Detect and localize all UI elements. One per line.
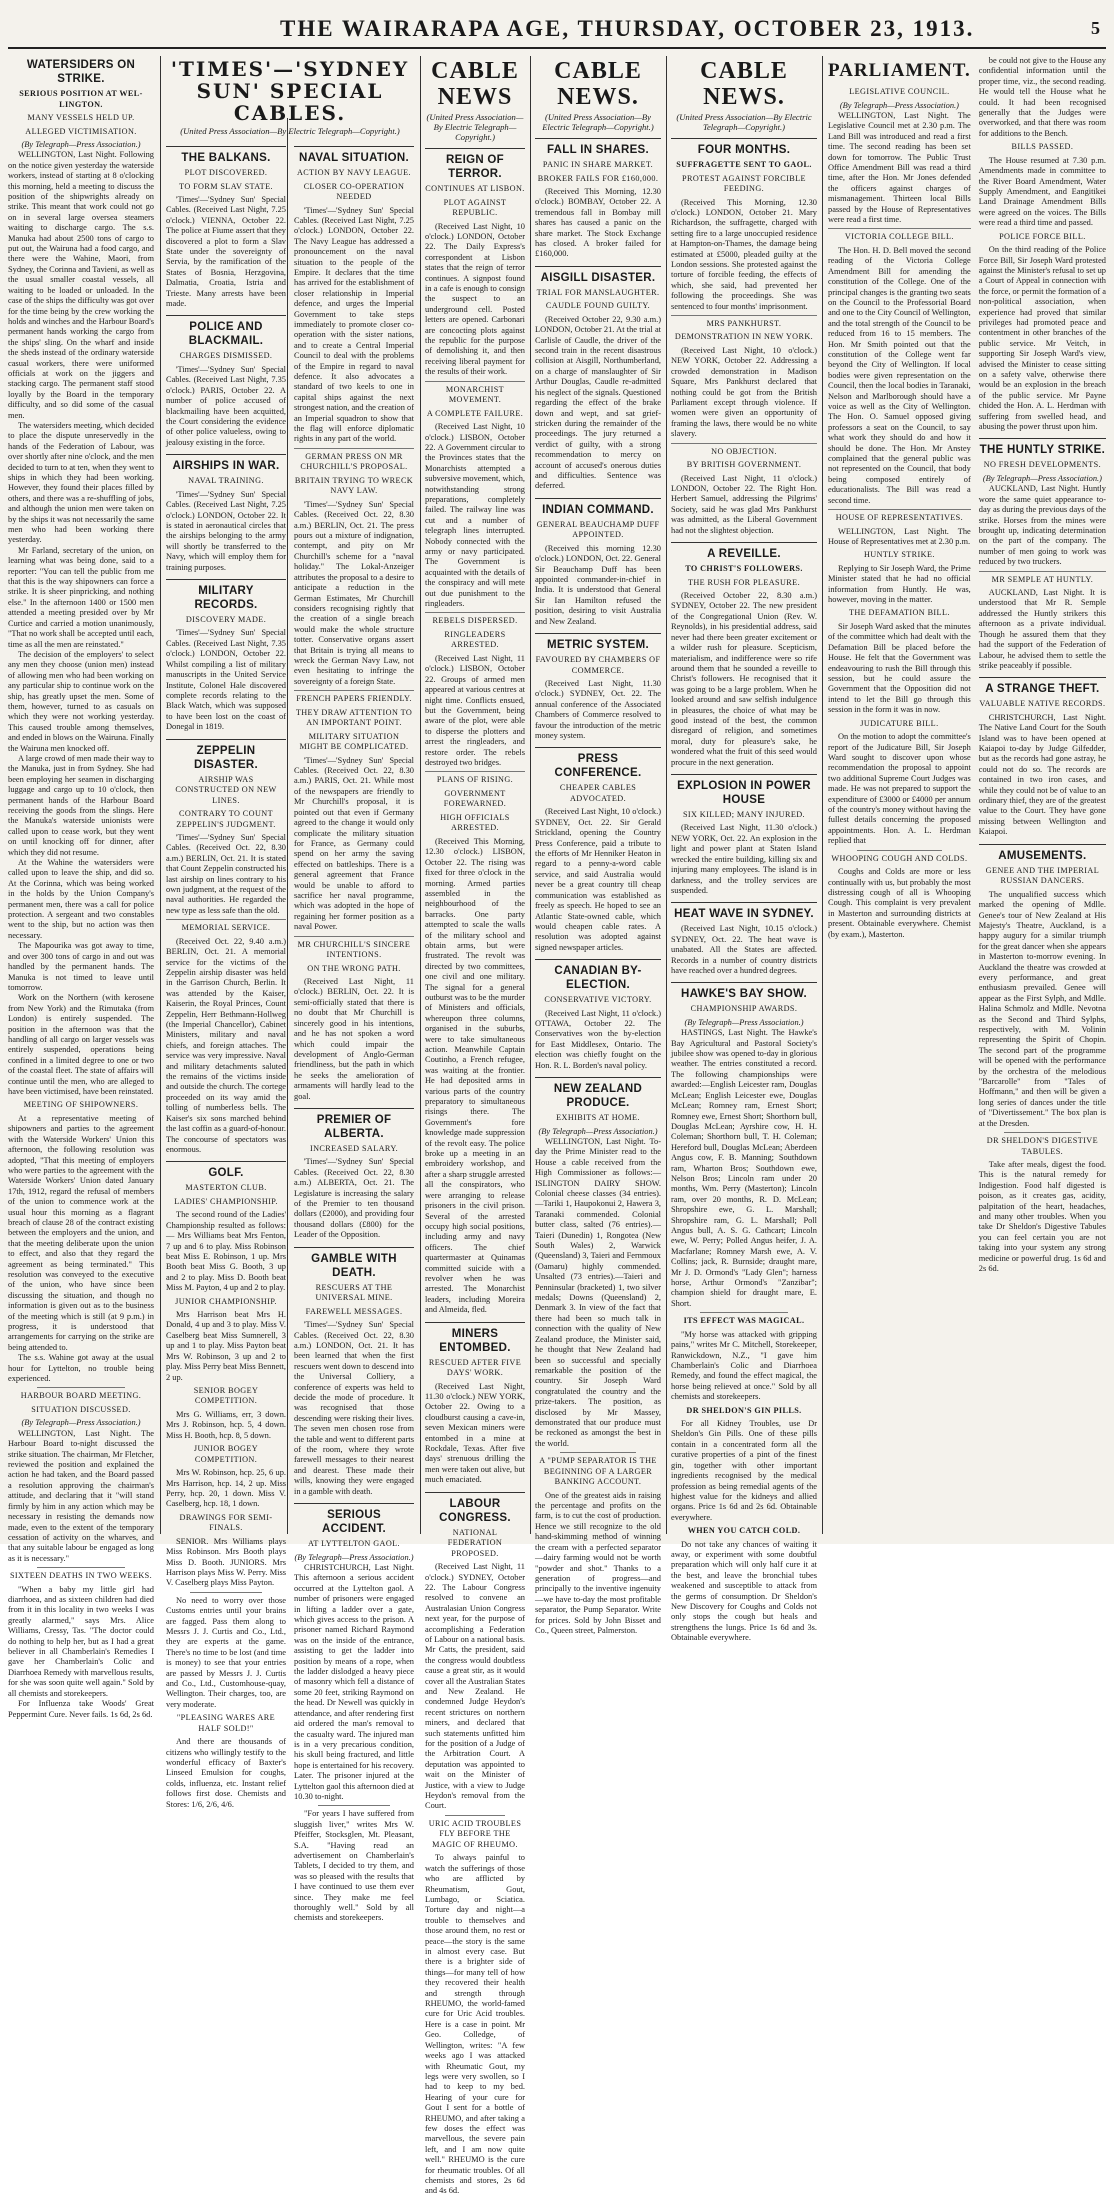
subhead: GENERAL BEAUCHAMP DUFF APPOINTED. <box>536 519 660 540</box>
divider <box>560 1452 636 1453</box>
subhead: INCREASED SALARY. <box>309 1143 399 1153</box>
subhead: BRITAIN TRYING TO WRECK NAVY LAW. <box>294 475 414 496</box>
subhead: HOUSE OF REPRESENTATIVES. <box>828 509 971 524</box>
article-paragraph: (Received This Morning, 12.30 o'clock.) LISBON, October 22. The rising was fixed for three o'clock in the morning. Armed parties assembled in the neighbourhood of the barracks. One party attempted to scale the walls of the military school and obtain arms, but were frustrated. The revolt was directed by two committees, one civil and one military. The signal for a general outburst was to be the murder of Ministers and officials, whereupon three columns, organised in the suburbs, were to take simultaneous action. Meanwhile Captain Coutinho, a French refugee, was waiting at the frontier. He had deposited arms in various parts of the country preparatory to simultaneous risings there. The Government's fore knowledge made suppression of the revolt easy. The police broke up a meeting in an embroidery workshop, and after a sharp struggle arrested all the conspirators, who were arranging to release prisoners in the civil prison. Several of the arrested occupy high social positions, including army and navy officers. The chief quartermaster at Quinamas committed suicide with a revolver when he was arrested. The Monarchist leaders, including Moreira and Almeida, fled. <box>425 836 525 1315</box>
subhead: SITUATION DISCUSSED. <box>31 1404 131 1414</box>
subhead: TO FORM SLAV STATE. <box>179 181 273 191</box>
article-paragraph: (Received Last Night, 11.30 o'clock.) NEW YORK, October 22. Owing to a cloudburst causing a cave-in, seven Mexican miners were entombed in a mine at Rockdale, Texas. After five days' strenuous drilling the men were taken out alive, but much emaciated. <box>425 1381 525 1485</box>
article-paragraph: HASTINGS, Last Night. The Hawke's Bay Agricultural and Pastoral Society's jubilee show was opened to-day in glorious weather. The entries constituted a record. The following championships were awarded:—English Leicester ram, Douglas McLean; English Leicester ewe, Douglas McLean; Romney ram, Ernest Short; Romney ewe, Ernest Short; Shorthorn bull, Douglas McLean; Ayrshire cow, H. H. Coleman; Shorthorn bull, T. H. Coleman; Hereford bull, Douglas McLean; Aberdeen Angus cow, F. B. Manning; Southdown ram, Wharton Bros; Southdown ewe, Nelson Bros; Lincoln ram under 20 months, Wm. Perry (Masterton); Lincoln ram, over 20 months, R. D. McLean; Shropshire ewe, G. L. Marshall; Shropshire ram, G. L. Marshall; Poll Angus bull, A. S. G. Cathcart; Lincoln ewe, W. Perry; Polled Angus heifer, J. A. Macfarlane; Romney Marsh ewe, A. V. Collins; jack, R. Burnside; draught mare, Mr J. D. Ormond's "Lady Glen"; harness horse, Arthur Ormond's "Zanzibar"; champion shield for draught mare, E. Short. <box>671 1028 817 1308</box>
article-paragraph: (Received Last Night, 10 o'clock.) NEW YORK, October 22. Addressing a crowded demonstration in Madison Square, Mrs Pankhurst declared that nothing could be got from the British Parliament except through violence. If women were given an opportunity of framing the laws, there would be no white slavery. <box>671 345 817 439</box>
subhead: THE RUSH FOR PLEASURE. <box>687 577 801 587</box>
article-paragraph: be could not give to the House any confidential information until the proper time, viz., the second reading. He would tell the House what he could. It had been recognised generally that the Judges were overworked, and that there was room for additions to the Bench. <box>978 56 1106 138</box>
headline-watersiders-strike: WATERSIDERS ON STRIKE. <box>26 59 136 85</box>
article-paragraph: The decision of the employers' to select any men they choose (union men) instead of allowing men who had been working on any particular ship to continue work on the ship, has greatly upset the men. Some of them, however, turned to as casuals on which they were not working yesterday. This caused trouble among themselves, and ended in blows on the Wairuna. Finally the Wairuna men knocked off. <box>8 649 154 753</box>
subhead: FAREWELL MESSAGES. <box>305 1306 403 1316</box>
subhead: RESCUERS AT THE UNIVERSAL MINE. <box>315 1282 393 1303</box>
subhead: FRENCH PAPERS FRIENDLY. <box>294 690 414 705</box>
section-title-cable-news: CABLE NEWS. <box>700 58 788 110</box>
advert-text: "For years I have suffered from sluggish liver," writes Mrs W. Pfeiffer, Stocksglen, Mt. Pleasant, S.A. "Having read an advertisement on Chamberlain's Tablets, I decided to try them, and was so pleased with the results that I have continued to use them ever since. They make me feel thoroughly well." Sold by all chemists and storekeepers. <box>294 1809 414 1923</box>
advert-text: For Influenza take Woods' Great Peppermint Cure. Never fails. 1s 6d, 2s 6d. <box>8 1699 154 1719</box>
divider <box>37 1567 125 1568</box>
subhead: DRAWINGS FOR SEMI-FINALS. <box>179 1512 273 1533</box>
subhead: MASTERTON CLUB. <box>185 1183 267 1193</box>
credit-line: (By Telegraph—Press Association.) <box>21 1418 141 1428</box>
headline-canadian-by-election: CANADIAN BY-ELECTION. <box>535 959 661 992</box>
subhead: CHEAPER CABLES ADVOCATED. <box>559 783 637 803</box>
article-paragraph: (Received October 22, 9.30 a.m.) LONDON, October 21. At the trial at Carlisle of Caudle, the driver of the second train in the recent disastrous collision at Aisgill, Northumberland, on a charge of manslaughter of Sir Arthur Douglas, Caudle re-admitted his neglect of the signals. Questioned regarding the effect of the brake down and wept, and sat grief-stricken during the remainder of the proceedings. The jury returned a verdict of guilty, with a strong recommendation to mercy on account of accused's onerous duties and difficulties. Sentence was deferred. <box>535 314 661 491</box>
subhead: HIGH OFFICIALS ARRESTED. <box>440 812 510 833</box>
subhead: MRS PANKHURST. <box>671 315 817 330</box>
article-paragraph: Sir Joseph Ward asked that the minutes of the committee which had dealt with the Defamation Bill be placed before the House. He felt that the Government was endeavouring to rush the Bill through this session, but he could assure the Government that the Opposition did not intend to let the Bill go through this session in the form it was in now. <box>828 621 971 715</box>
column-5 <box>671 56 817 1643</box>
article-paragraph: Replying to Sir Joseph Ward, the Prime Minister stated that he had no official information from Huntly. He was, however, moving in the matter. <box>828 563 971 605</box>
article-paragraph: 'Times'—'Sydney Sun' Special Cables. (Received Oct. 22, 8.30 a.m.) BERLIN, Oct. 21. It is stated that Count Zeppelin constructed his last airship on lines contrary to his own judgment, at the request of the naval authorities. He regarded the new type as less safe than the old. <box>166 833 286 915</box>
headline-press-conference: PRESS CONFERENCE. <box>535 747 661 780</box>
article-paragraph: WELLINGTON, Last Night. Following on the notice given yesterday the waterside workers, instead of starting at 8 o'clocking this morning, held a meeting to discuss the position of the shipwrights already on strike. This meant that work could not go on in several large oversea steamers waiting to discharge cargo. The s.s. Manuka had about 2500 tons of cargo to put out, the Wairuna had a food cargo, and there were the Wahine, Maori, from Sydney, the Corinna and Tavieni, as well as the usual smaller coastal vessels, all waiting to be loaded or unloaded. In the case of the ships the difficulty was got over for the time being by the crew working the holds and winches and the Harbour Board's permanent hands working the cargo from the ships' sling. On the wharf and inside the sheds instead of the ordinary waterside casual workers, there were uniformed officials at work on the jiggers and stacking cargo. The permanent staff stood loyally by the Board in the temporary difficulty, and so did some of the casual men. <box>8 150 154 420</box>
headline-zeppelin: ZEPPELIN DISASTER. <box>166 739 286 772</box>
headline-airships: AIRSHIPS IN WAR. <box>166 454 286 473</box>
article-paragraph: Mrs G. Williams, err, 3 down. Mrs J. Robinson, hcp. 5, 4 down. Miss H. Booth, hcp. 8, 5 down. <box>166 1409 286 1440</box>
section-title-special-cables: 'TIMES'—'SYDNEY SUN' SPECIAL CABLES. <box>170 57 410 125</box>
credit-line: (United Press Association—By Electric Telegraph—Copyright.) <box>676 112 812 132</box>
divider <box>190 1592 262 1593</box>
subhead: THEY DRAW ATTENTION TO AN IMPORTANT POINT. <box>295 707 413 728</box>
article-paragraph: (Received This Morning, 12.30 o'clock.) LONDON, October 21. Mary Richardson, the suffragette, charged with setting fire to a large unoccupied residence at Hampton-on-Thames, the damage being estimated at £5000, pleaded guilty at the London sessions. She protested against the torture of forcible feeding, the effects of which, she said, had prevented her following the proceedings. She was sentenced to four months' imprisonment. <box>671 197 817 311</box>
subhead: DISCOVERY MADE. <box>185 614 267 624</box>
divider <box>37 1387 125 1388</box>
subhead: POLICE FORCE BILL. <box>999 231 1086 241</box>
headline-fall-shares: FALL IN SHARES. <box>535 138 661 157</box>
article-paragraph: The watersiders meeting, which decided to place the dispute unreservedly in the hands of the Federation of Labour, was over shortly after nine o'clock, and the men decided to turn to at ten, when they went to ships in which they had been working. However, they found their places filled by others, and there was a re-shuffling of jobs, and although the union men were taken on by the ships it was not necessarily the same men who had been working there yesterday. <box>8 420 154 545</box>
subhead: EXHIBITS AT HOME. <box>556 1113 640 1123</box>
article-paragraph: (Received Last Night, 10 o'clock.) LONDON, October 22. The Daily Express's correspondent at Lisbon states that the reign of terror continues. A signpost found in a cafe is enough to consign the suspect to an underground cell. Posted letters are opened. Carbonari are concocting plots against the republic for the purpose of demolishing it, and then receiving liberal payment for the results of their work. <box>425 221 525 377</box>
subhead: MEETING OF SHIPOWNERS. <box>23 1100 139 1110</box>
headline-reveille: A REVEILLE. <box>671 542 817 561</box>
subhead: SERIOUS POSITION AT WEL-LINGTON. <box>19 89 143 109</box>
article-paragraph: WELLINGTON, Last Night. To-day the Prime Minister read to the House a cable received from the High Commissioner as follows:—ISLINGTON DAIRY SHOW. Colonial cheese classes (34 entries).—Tariki 1, Haupokonui 2, Hawera 3, Taranaki commended. Colonial butter class, salted (76 entries).—Taieri (Dunedin) 1, Rongotea (New South Wales) 2, Warwick (Queensland) 3, Taieri and Fernmoux (Oamaru) highly commended. Unsalted (73 entries).—Taieri and Penninsular (bracketed) 1, two silver medals; Downs (Queensland) 2, Denmark 3. In view of the fact that there had been so much talk in connection with the quality of New Zealand produce, the Minister said, he thought that New Zealand had been so successful and specially remarkable the position of the country. Sir Joseph Ward congratulated the country and the prize-takers. The position, as disclosed by Mr Massey, demonstrated that our produce must be reckoned as amongst the best in the world. <box>535 1136 661 1448</box>
article-paragraph: (Received Last Night, 11 o'clock.) LONDON, October 22. The Right Hon. Herbert Samuel, addressing the Pilgrims' Society, said he was glad Mrs Pankhurst was admitted, as the Liberal Government had not the slightest objection. <box>671 473 817 535</box>
article-paragraph: 'Times'—'Sydney Sun' Special Cables. (Received Oct. 22, 8.30 a.m.) ALBERTA, Oct. 21. The Legislature is increasing the salary of the Premier to ten thousand dollars (£2000), and providing four thousand dollars (£800) for the Leader of the Opposition. <box>294 1157 414 1240</box>
subhead: JUDICATURE BILL. <box>860 718 939 728</box>
column-1 <box>8 56 154 1719</box>
divider <box>445 1815 505 1816</box>
article-paragraph: (Received Last Night, 11.30 o'clock.) NEW YORK, Oct. 22. An explosion in the light and power plant at Staten Island wrecked the entire building, killing six and injuring many employees. The island is in darkness, and the trolley services are suspended. <box>671 823 817 895</box>
article-paragraph: AUCKLAND, Last Night. Huntly wore the same quiet appearance to-day as during the previous days of the strike. Horses from the mines were brought up, indicating determination on the part of the company. The number of men going to work was reduced by two truckers. <box>978 484 1107 567</box>
article-paragraph: (Received Last Night, 11.30 o'clock.) SYDNEY, Oct. 22. The annual conference of the Associated Chambers of Commerce resolved to favour the introduction of the metric money system. <box>535 679 661 741</box>
divider <box>857 850 943 851</box>
advert-heading: DR SHELDON'S GIN PILLS. <box>686 1405 802 1415</box>
column-rule <box>420 56 421 1534</box>
subhead: ACTION BY NAVY LEAGUE. <box>296 168 411 177</box>
advert-heading: ITS EFFECT WAS MAGICAL. <box>683 1316 805 1326</box>
column-rule <box>666 56 667 1534</box>
subhead: RINGLEADERS ARRESTED. <box>444 629 506 650</box>
subhead: ALLEGED VICTIMISATION. <box>25 126 137 136</box>
article-paragraph: (Received This Morning, 12.30 o'clock.) BOMBAY, October 22. A tremendous fall in Bombay mill shares has caused a panic on the share market. The Stock Exchange has closed. A broker failed for £160,000. <box>535 187 661 259</box>
credit-line: (By Telegraph—Press Association.) <box>684 1017 804 1027</box>
article-paragraph: At a representative meeting of shipowners and parties to the agreement with the Waterside Workers' Union this afternoon, the following resolution was adopted, "That this meeting of employers who were parties to the agreement with the Waterside Workers' Union dated January 17th, 1912, regard the refusal of members of the union to commence work at the usual hour this morning as a flagrant breach of clause 28 of the contract existing between the employers and the union, and that the meeting deliberate upon the union to effect, and also that they regard the agreement as being terminated." This resolution was conveyed to the executive of the union, who have since been discussing the situation, and though no information is given out as to the business of the meeting which is still (at 9 p.m.) in progress, it is understood that arrangements for carrying on the strike are being attended to. <box>8 1113 154 1352</box>
subhead: MANY VESSELS HELD UP. <box>27 113 135 122</box>
subhead: LADIES' CHAMPIONSHIP. <box>174 1196 278 1206</box>
subhead: TRIAL FOR MANSLAUGHTER. <box>536 287 660 297</box>
subhead: BILLS PASSED. <box>1011 142 1074 152</box>
subhead: RESCUED AFTER FIVE DAYS' WORK. <box>428 1357 522 1378</box>
article-paragraph: 'Times'—'Sydney Sun' Special Cables. (Received Oct. 22, 8.30 a.m.) PARIS, Oct. 21. While most of the newspapers are friendly to Mr Churchill's proposal, it is pointed out that even if Germany agreed to the change it would only complicate the military situation for France, as Germany could spend on her army the saving effected on battleships. There is a general agreement that France would be unable to afford to sacrifice her naval programme, which was adopted in the hope of regaining her former position as a naval Power. <box>294 755 414 932</box>
advert-text: To always painful to watch the sufferings of those who are afflicted by Rheumatism, Gout, Lumbago, or Sciatica. Torture day and night—a trouble to themselves and those around them, no rest or peace—the story is the same in almost every case. But there is a brighter side of things—for many tell of how they recovered their health and strength through RHEUMO, the world-famed cure for Uric Acid troubles. Here is a case in point. Mr Geo. Colledge, of Wellington, writes: "A few weeks ago I was attacked with Rheumatic Gout, my legs were very swollen, so I had to keep to my bed. Hearing of your cure for Gout I sent for a bottle of RHEUMO, and after taking a few doses the effect was marvellous, the severe pain left, and I am now quite well." RHEUMO is the cure for rheumatic troubles. Of all chemists and stores, 2s 6d and 4s 6d. <box>425 1853 525 2196</box>
article-paragraph: The second round of the Ladies' Championship resulted as follows:— Mrs Williams beat Mrs Fenton, 7 up and 6 to play. Miss Robinson beat Miss E. Robinson, 1 up. Mrs Booth beat Miss G. Booth, 3 up and 2 to play. Miss D. Booth beat Miss M. Payton, 4 up and 2 to play. <box>166 1210 286 1293</box>
subhead: GERMAN PRESS ON MR CHURCHILL'S PROPOSAL. <box>294 448 414 473</box>
subhead: DEMONSTRATION IN NEW YORK. <box>674 332 814 342</box>
subhead: VALUABLE NATIVE RECORDS. <box>979 699 1106 709</box>
subhead: CONSERVATIVE VICTORY. <box>544 995 652 1005</box>
subhead: THE DEFAMATION BILL. <box>848 608 950 618</box>
article-paragraph: 'Times'—'Sydney Sun' Special Cables. (Received Last Night, 7.25 o'clock.) VIENNA, October 22. The police at Fiume assert that they discovered a plot to form a Slav State under the sovereignty of Servia, by the ramification of the States of Bosnia, Herzgovina, Dalmatia, Croatia, Istria and Trieste. Many arrests have been made. <box>166 195 286 309</box>
column-rule <box>822 56 823 1534</box>
divider <box>318 1805 390 1806</box>
credit-line: (United Press Association—By Electric Telegraph—Copyright.) <box>180 126 400 136</box>
masthead-title: THE WAIRARAPA AGE, THURSDAY, OCTOBER 23, 1913. <box>280 16 975 41</box>
headline-balkans: THE BALKANS. <box>166 146 286 165</box>
subhead: CHARGES DISMISSED. <box>179 351 273 361</box>
subhead: AT LYTTELTON GAOL. <box>308 1539 400 1549</box>
article-paragraph: On the motion to adopt the committee's report of the Judicature Bill, Sir Joseph Ward sought to discover upon whose recommendation the proposal to appoint two additional Supreme Court Judges was made. He was not prepared to support the expenditure of £3000 or £4000 per annum of the country's money without having the fullest details concerning the proposed appointments. Hon. A. L. Herdman replied that <box>828 732 971 846</box>
article-paragraph: (Received this morning 12.30 o'clock.) LONDON, Oct. 22. General Sir Beauchamp Duff has been appointed commander-in-chief in India. It is understood that General Sir Ian Hamilton refused the position, desiring to visit Australia and New Zealand. <box>535 543 661 626</box>
sub-column-right <box>294 140 414 1924</box>
article-paragraph: Mrs Harrison beat Mrs H. Donald, 4 up and 3 to play. Miss V. Caselberg beat Miss Sumnerell, 3 up and 1 to play. Miss Payton beat Mrs W. Robinson, 3 up and 2 to play. Miss Perry beat Miss Bennett, 2 up. <box>166 1310 286 1382</box>
advert-heading: A "PUMP SEPARATOR IS THE BEGINNING OF A LARGER BANKING ACCOUNT. <box>539 1456 657 1487</box>
subhead: FAVOURED BY CHAMBERS OF COMMERCE. <box>535 655 661 675</box>
subhead: HUNTLY STRIKE. <box>863 550 935 560</box>
headline-heat-wave: HEAT WAVE IN SYDNEY. <box>671 902 817 921</box>
credit-line: (By Telegraph—Press Association.) <box>839 100 959 110</box>
credit-line: (United Press Association—By Electric Telegraph—Copyright.) <box>426 112 524 142</box>
masthead <box>0 0 1114 50</box>
advert-heading: "PLEASING WARES ARE HALF SOLD!" <box>176 1713 276 1733</box>
advert-text: Take after meals, digest the food. This is the natural remedy for Indigestion. Food half digested is poison, as it creates gas, acidity, palpitation of the heart, headaches, and many other troubles. When you take Dr Sheldon's Digestive Tabules you can feel certain you are not taking into your system any strong medicine or powerful drug. 1s 6d and 2s 6d. <box>978 1160 1106 1274</box>
advert-text: "When a baby my little girl had diarrhoea, and as sixteen children had died from it in this locality in two weeks I was greatly alarmed," says Mrs. Alice Williams, Cressy, Tas. "The doctor could do nothing to help her, but as I had a great believer in all Chamberlain's Remedies I gave her Chamberlain's Colic and Diarrhoea Remedy with marvellous results, for she was soon quite well again." Sold by all chemists and storekeepers. <box>8 1584 154 1698</box>
subhead: NAVAL TRAINING. <box>188 476 264 486</box>
subhead: REBELS DISPERSED. <box>425 612 525 627</box>
subhead: NATIONAL FEDERATION PROPOSED. <box>447 1527 503 1558</box>
article-paragraph: 'Times'—'Sydney Sun' Special Cables. (Received Last Night, 7.25 o'clock.) LONDON, October 22. It is stated in aeronautical circles that the airships belonging to the army will shortly be transferred to the Navy, which will employ them for training purposes. <box>166 489 286 572</box>
advert-heading: WHEN YOU CATCH COLD. <box>687 1526 801 1536</box>
subhead: PLANS OF RISING. <box>425 771 525 786</box>
column-rule <box>160 56 161 1534</box>
subhead: SENIOR BOGEY COMPETITION. <box>193 1385 259 1406</box>
article-paragraph: WELLINGTON, Last Night. The House of Representatives met at 2.30 p.m. <box>828 526 971 546</box>
credit-line: (By Telegraph—Press Association.) <box>21 140 141 149</box>
subhead: PLOT DISCOVERED. <box>184 168 268 177</box>
sub-columns <box>166 140 414 1924</box>
advert-text: No need to worry over those Customs entries until your brains are fagged. Pass them along to Messrs J. J. Curtis and Co., Ltd., they are experts at the game. There's no time to be lost (and time is money) to see that your entries are passed by Messrs J. J. Curtis and Co., Ltd., Customhouse-quay, Wellington. Their charges, too, are very moderate. <box>166 1595 286 1709</box>
sub-column-left <box>166 140 286 1924</box>
subhead: VICTORIA COLLEGE BILL. <box>828 228 971 243</box>
subhead: PANIC IN SHARE MARKET. <box>542 160 654 169</box>
article-paragraph: The Mapourika was got away to time, and over 300 tons of cargo in and out was handled by the permanent hands. The Manuka is not timed to leave until tomorrow. <box>8 941 154 992</box>
article-paragraph: On the third reading of the Police Force Bill, Sir Joseph Ward protested against the Minister's refusal to set up a Court of Appeal in connection with the force, or permit the formation of a non-political association, when experience had proved that similar privileges had promoted peace and contentment in other branches of the public service. Mr Veitch, in supporting Sir Joseph Ward's view, advised the Minister to cease sitting on a safety valve, otherwise there would be an explosion in the breach of the public service. Mr Payne chided the Hon. A. L. Herdman with suffering from swelled head, and abusing the power thrust upon him. <box>978 245 1106 431</box>
column-rule <box>530 56 531 1534</box>
subhead: ON THE WRONG PATH. <box>307 963 401 973</box>
article-paragraph: Work on the Northern (with kerosene from New York) and the Rimutaka (from London) is entirely suspended. The position in the afternoon was that the handling of all cargo on larger vessels was entirely suspended, operations being confined in a limited degree to one or two of the coastal fleet. The state of affairs will continue until the men, who are alleged to have been victimised, have been reinstated. <box>8 993 154 1096</box>
article-paragraph: (Received Last Night, 11 o'clock.) OTTAWA, October 22. The Conservatives won the by-election for East Middlesex, Ontario. The election was chiefly fought on the Hon. R. L. Borden's naval policy. <box>535 1008 661 1070</box>
advert-heading: DR SHELDON'S DIGESTIVE TABULES. <box>986 1136 1099 1156</box>
headline-premier-alberta: PREMIER OF ALBERTA. <box>294 1108 414 1141</box>
headline-indian-command: INDIAN COMMAND. <box>535 498 661 517</box>
headline-hawkes-bay-show: HAWKE'S BAY SHOW. <box>671 982 817 1001</box>
advert-text: For all Kidney Troubles, use Dr Sheldon's Gin Pills. One of these pills contain in a concentrated form all the curative properties of a pint of the finest gin, together with other important ingredients recognised by the medical profession as being remedial agents of the highest value for the kidneys and allied organs. Price 1s 6d and 2s 6d. Obtainable everywhere. <box>671 1419 817 1522</box>
headline-gamble-death: GAMBLE WITH DEATH. <box>294 1247 414 1280</box>
subhead: MEMORIAL SERVICE. <box>166 919 286 934</box>
subhead: PROTEST AGAINST FORCIBLE FEEDING. <box>682 173 806 193</box>
credit-line: (By Telegraph—Press Association.) <box>982 473 1102 483</box>
subhead: PLOT AGAINST REPUBLIC. <box>443 197 507 217</box>
headline-golf: GOLF. <box>166 1161 286 1180</box>
advert-heading: URIC ACID TROUBLES FLY BEFORE THE MAGIC OF RHEUMO. <box>428 1818 522 1849</box>
article-paragraph: SENIOR. Mrs Williams plays Miss Robinson. Mrs Booth plays Miss D. Booth. JUNIORS. Mrs Harrison plays Miss W. Perry. Miss V. Caselberg plays Miss Payton. <box>166 1536 286 1588</box>
article-paragraph: 'Times'—'Sydney Sun' Special Cables. (Received Oct. 22, 8.30 a.m.) LONDON, Oct. 21. It has been learned that when the first rescuers went down to descend into the Universal Colliery, a conference of experts was held to decide the mode of procedure. It was recognised that those descending were risking their lives. The seven men chosen rose from the table and went to different parts of the room, where they wrote farewell messages to their nearest and dearest. These made their wills, knowing they were engaged in a gamble with death. <box>294 1320 414 1496</box>
article-paragraph: The Hon. H. D. Bell moved the second reading of the Victoria College Amendment Bill for amending the constitution of the College. One of the principal changes is the granting two seats on the Council to the Professorial Board and one to the City Council of Wellington, and the total strength of the Council to be reduced from 16 to 15 members. The Hon. Mr Smith pointed out that the constitution of the College went far beyond the City of Wellington. If local bodies were given representation on the Council, then the local bodies in Taranaki, Nelson and Marlborough should have a voice as well as the City of Wellington. The Hon. O. Samuel opposed giving professors a seat on the Council, to say what work they should do and how it should be done. The Hon. Mr Anstey complained that the general public was not represented on the Council, that body being composed entirely of educationalists. The Bill was read a second time. <box>828 245 971 505</box>
subhead: JUNIOR BOGEY COMPETITION. <box>193 1444 259 1464</box>
subhead: GENEE AND THE IMPERIAL RUSSIAN DANCERS. <box>985 865 1100 886</box>
column-6 <box>828 56 1106 1538</box>
subhead: CONTINUES AT LISBON. <box>425 184 525 193</box>
sub-column-right <box>979 56 1106 1275</box>
article-paragraph: The s.s. Wahine got away at the usual hour for Lyttelton, no trouble being experienced. <box>8 1353 154 1384</box>
subhead: CHAMPIONSHIP AWARDS. <box>690 1004 798 1014</box>
subhead: CONTRARY TO COUNT ZEPPELIN'S JUDGMENT. <box>176 809 276 829</box>
headline-serious-accident: SERIOUS ACCIDENT. <box>294 1503 414 1536</box>
article-paragraph: A large crowd of men made their way to the Manuka, just in from Sydney. She had been employing her seamen in discharging luggage and cargo up to 10 o'clock, then permanent hands of the Harbour Board receiving the goods from the slings. Here the Manuka's waterside unionists were called upon to cease work, but they went on until knocking off for dinner, after which they did not resume. <box>8 753 154 857</box>
article-paragraph: (Received October 22, 8.30 a.m.) SYDNEY, October 22. The new president of the Congregational Union (Rev. W. Reynolds), in his presidential address, said never had there been greater excitement or a wilder rush for pleasure. Scepticism, materialism, and indifference were so rife around them that he sounded a reveille to Christ's followers. He recognised that it was going to be a large problem. When he looked around and saw selfish indulgence in pleasures, the choice of what may be good instead of the best, the common disregard of religion, and sometimes moral, duty for pleasure's sake, he wondered what the fruit of this seed would procure in the next generation. <box>671 591 817 767</box>
article-paragraph: (Received Last Night, 10.15 o'clock.) SYDNEY, Oct. 22. The heat wave is unabated. All the States are affected. Records in a number of country districts have reached over a hundred degrees. <box>671 924 817 975</box>
masthead-rule <box>8 47 1106 49</box>
divider <box>1004 1132 1080 1133</box>
credit-line: (By Telegraph—Press Association.) <box>538 1126 658 1136</box>
credit-line: (United Press Association—By Electric Telegraph—Copyright.) <box>542 112 654 132</box>
headline-naval-situation: NAVAL SITUATION. <box>294 146 414 165</box>
headline-amusements: AMUSEMENTS. <box>979 844 1106 863</box>
article-paragraph: (Received Oct. 22, 9.40 a.m.) BERLIN, Oct. 21. A memorial service for the victims of the Zeppelin airship disaster was held in the Garrison Church, Berlin. It was attended by the Kaiser, Kaiserin, the Royal Princes, Count Zeppelin, Herr Bethmann-Hollweg (the Imperial Chancellor), Cabinet Ministers, military and naval chiefs, and foreign attaches. The service was very impressive. Naval and military detachments saluted the remains of the victims inside and outside the church. The cortege proceeded on its way amid the tolling of numberless bells. The Kaiser's six sons marched behind the last coffin as a guard-of-honour. The concourse of spectators was enormous. <box>166 936 286 1154</box>
subhead: CAUDLE FOUND GUILTY. <box>545 301 651 311</box>
section-title-cable-news: CABLE NEWS. <box>554 58 642 110</box>
subhead: BY BRITISH GOVERNMENT. <box>686 460 802 470</box>
column-3 <box>425 56 526 2196</box>
subhead: HARBOUR BOARD MEETING. <box>20 1391 142 1401</box>
headline-explosion-power-house: EXPLOSION IN POWER HOUSE <box>671 774 817 807</box>
article-paragraph: 'Times'—'Sydney Sun' Special Cables. (Received Last Night, 7.25 o'clock.) LONDON, October 22. The Navy League has addressed a pronouncement on the naval situation to the people of the Empire. It declares that the time has arrived for the establishment of closer relationship in Imperial defence, and urges the Imperial Government to take steps immediately to promote closer co-operation with the sister nations, and to create a Central Imperial Council to deal with the problems of the Empire in regard to naval defence. It also advocates a standard of two keels to one in capital ships against the next strongest nation, and the creation of an Imperial squadron to show that the flag will enforce diplomatic rights in any part of the world. <box>294 205 415 444</box>
subhead: A COMPLETE FAILURE. <box>426 408 524 418</box>
headline-metric-system: METRIC SYSTEM. <box>535 633 661 652</box>
subhead: TO CHRIST'S FOLLOWERS. <box>685 564 803 574</box>
subhead: NO OBJECTION. <box>671 443 817 458</box>
article-paragraph: (Received Last Night, 10 o'clock.) LISBON, October 22. A Government circular to the Provinces states that the Monarchists attempted a subversive movement, which, notwithstanding strong preparations, completely failed. The railway line was cut and a number of telegraph lines interrupted. Nobody connected with the army or navy participated. The Government is acquainted with the details of the conspiracy and will mete out due punishment to the ringleaders. <box>425 422 526 608</box>
article-paragraph: The House resumed at 7.30 p.m. Amendments made in committee to the River Board Amendment, Water Supply Amendment, and Eangitikei Land Drainage Amendment Bills were agreed on the voices. The Bills were read a third time and passed. <box>978 155 1106 228</box>
article-paragraph: WELLINGTON, Last Night. The Legislative Council met at 2.30 p.m. The Land Bill was introduced and read a first time. The second reading has been set down for tomorrow. The Public Trust Office Amendment Bill was read a third time, after the Hon. Mr Jones defended the officers against charges of mismanagement. Thirteen local Bills passed by the House of Representatives were read a first time. <box>828 110 971 224</box>
subhead: AIRSHIP WAS CONSTRUCTED ON NEW LINES. <box>175 774 277 805</box>
article-paragraph: WELLINGTON, Last Night. The Harbour Board to-night discussed the strike situation. The chairman, Mr Fletcher, reviewed the position and explained the action he had taken, and the Board passed a resolution approving the chairman's attitude, and declaring that it "will stand firmly by him in any action which may be necessary in resisting the demands now made, even to the extent of the temporary cessation of activity on the wharves, and that any suitable labour be engaged as long as it is necessary." <box>8 1428 154 1563</box>
article-paragraph: Mr Farland, secretary of the union, on learning what was being done, said to a reporter: "You can tell the public from me that this is the way shipowners can force a strike. It is sheer pinpricking, and nothing else." In the afternoon 1400 or 1500 men attended a meeting presided over by Mr Curtice and carried a motion unanimously, "That no work shall be accepted until each, time as all the men are reinstated." <box>8 545 154 649</box>
article-paragraph: At the Wahine the watersiders were called upon to leave the ship, and did so. At the Corinna, which was being worked in the holds by the Union Company's permanent men, there was a call for police protection. A sergeant and two constables went to the ship, but no action was then necessary. <box>8 858 154 940</box>
headline-reign-terror: REIGN OF TERROR. <box>425 148 525 181</box>
advert-text: And there are thousands of citizens who willingly testify to the wonderful efficacy of Baxter's Linseed Emulsion for coughs, colds, influenza, etc. Instant relief follows first dose. Chemists and Stores: 1/6, 2/6, 4/6. <box>166 1737 286 1809</box>
article-paragraph: 'Times'—'Sydney Sun' Special Cables. (Received Oct. 22, 8.30 a.m.) BERLIN, Oct. 21. The press pours out a mixture of indignation, contempt, and pity on Mr Churchill's scheme for a "naval holiday." The Lokal-Anzeiger attributes the proposal to a desire to anticipate a reduction in the German Estimates, Mr Churchill considers recognising rightly that the creation of a single breach would make the whole structure totter. Conservative organs assert that Britain is trying all means to wreck the German Navy Law, not even hesitating to infringe the sovereignty of a foreign State. <box>294 499 414 686</box>
subhead: MILITARY SITUATION MIGHT BE COMPLICATED. <box>299 731 409 752</box>
subhead: SUFFRAGETTE SENT TO GAOL. <box>676 160 812 169</box>
advert-heading: WHOOPING COUGH AND COLDS. <box>831 853 968 863</box>
headline-strange-theft: A STRANGE THEFT. <box>979 677 1106 696</box>
advert-text: "My horse was attacked with gripping pains," writes Mr C. Mitchell, Storekeeper, Ranwickdown, N.Z., "I gave him Chamberlain's Colic and Diarrhoea Remedy, and found the effect magical, the horse being relieved at once." Sold by all chemists and storekeepers. <box>671 1329 817 1402</box>
sub-column-left <box>828 56 971 1275</box>
sub-columns <box>828 56 1106 1275</box>
subhead: LEGISLATIVE COUNCIL. <box>849 87 950 96</box>
subhead: NO FRESH DEVELOPMENTS. <box>983 460 1102 470</box>
subhead: MR CHURCHILL'S SINCERE INTENTIONS. <box>294 936 414 961</box>
subhead: MR SEMPLE AT HUNTLY. <box>979 571 1106 586</box>
headline-aisgill-disaster: AISGILL DISASTER. <box>535 266 661 285</box>
subhead: CLOSER CO-OPERATION NEEDED <box>303 181 405 201</box>
section-title-cable-news: CABLE NEWS <box>431 58 519 110</box>
article-paragraph: (Received Last Night, 11 o'clock.) SYDNEY, October 22. The Labour Congress resolved to convene an Australasian Union Congress next year, for the purpose of accomplishing a Federation of Labour on a national basis. Mr Catts, the president, said the congress would doubtless cause a great stir, as it would cover all the Australian States and New Zealand. He condemned Judge Heydon's recent strictures on northern miners, and declared that such statements unfitted him for the position of a Judge of the Arbitration Court. A deputation was appointed to wait on the Minister of Justice, with a view to Judge Heydon's removal from the Court. <box>425 1562 526 1811</box>
article-paragraph: The unqualified success which marked the opening of Mdlle. Genee's tour of New Zealand at His Majesty's Theatre, Auckland, is a happy augury for a similar triumph for the great dancer when she appears in Masterton to-morrow evening. In Auckland the theatre was crowded at every performance, and great enthusiasm prevailed. Genee will appear as the First Sylph, and Mdlle. Halina Schmolz and Mdlle. Nevotna as the Second and Third Sylphs, respectively, with M. Volinin representing the Spirit of Chopin. The second part of the programme will be opened with the performance by the orchestra of the melodious "Barcarolle" from "Tales of Hoffmann," and then will be given a long series of dances under the title of "Divertissement." The box plan is at the Dresden. <box>978 889 1106 1128</box>
advert-text: One of the greatest aids in raising the percentage and profits on the farm, is to cut the cost of production. Hence we still recognize to the old hand-skimming method of winning the cream with a perfected separator—dairy farming would not be worth "powder and shot." Thanks to a generation of progress—and principally to the inventive ingenuity—we have to-day the most profitable separator, the Pump Separator. Write for prices. Sold by John Bisset and Co., Queen street, Palmerston. <box>535 1490 661 1635</box>
article-paragraph: CHRISTCHURCH, Last Night. This afternoon a serious accident occurred at the Lyttelton gaol. A number of prisoners were engaged in lifting a ladder over a gate, which gives access to the prison. A prisoner named Richard Raymond was on the inside of the entrance, assisting to get the ladder into position by means of a rope, when the ladder dislodged a heavy piece of masonry which fell a distance of some 20 feet, striking Raymond on the head. Dr Newell was quickly in attendance, and after rendering first aid ordered the man's removal to the casualty ward. The injured man is in a very precarious condition, his skull being fractured, and little hope is entertained for his recovery. Later. The prisoner injured at the Lyttelton gaol this afternoon died at 10.30 to-night. <box>294 1563 414 1801</box>
headline-military-records: MILITARY RECORDS. <box>166 579 286 612</box>
page-number: 5 <box>1091 18 1100 38</box>
subhead: SIX KILLED; MANY INJURED. <box>682 809 806 819</box>
article-paragraph: 'Times'—'Sydney Sun' Special Cables. (Received Last Night, 7.35 o'clock.) PARIS, October 22. A number of police accused of blackmailing have been acquitted, the Court considering the evidence of other police valueless, owing to jealousy existing in the force. <box>166 364 286 447</box>
advert-text: Do not take any chances of waiting it away, or experiment with some doubtful preparation which will only half cure it at the best, and leave the bronchial tubes weakened and susceptible to attack from the germs of consumption. Dr Sheldon's New Discovery for Coughs and Colds not only stops the cough but heals and strengthens the lungs. Price 1s 6d and 3s. Obtainable everywhere. <box>671 1539 817 1643</box>
article-paragraph: 'Times'—'Sydney Sun' Special Cables. (Received Last Night, 7.35 o'clock.) LONDON, October 22. Whilst compiling a list of military manuscripts in the United Service Institute, Colonel Hale discovered complete records relating to the Black Watch, which was supposed to have been lost on the coast of Donegal in 1819. <box>166 628 286 732</box>
article-paragraph: (Received Last Night, 11 o'clock.) BERLIN, Oct. 22. It is semi-officially stated that there is no doubt that Mr Churchill is sincerely good in his intentions, and he has not spoken a word which could impair the development of Anglo-German friendliness, but the path in which he seeks the amelioration of armaments will hardly lead to the goal. <box>294 977 414 1101</box>
divider <box>700 1312 788 1313</box>
column-4 <box>535 56 661 1635</box>
subhead: MONARCHIST MOVEMENT. <box>425 381 525 406</box>
advert-text: Coughs and Colds are more or less continually with us, but probably the most distressing cough of all is Whooping Cough. This complaint is very prevalent in Masterton and surrounding districts at present. Obtainable everywhere. Chemist (by exam.), Masterton. <box>828 867 971 939</box>
column-2 <box>166 56 415 1923</box>
advert-heading: SIXTEEN DEATHS IN TWO WEEKS. <box>9 1571 153 1581</box>
headline-labour-congress: LABOUR CONGRESS. <box>425 1492 525 1525</box>
subhead: GOVERNMENT FOREWARNED. <box>443 788 507 809</box>
headline-huntly-strike: THE HUNTLY STRIKE. <box>979 438 1106 457</box>
article-paragraph: (Received Last Night, 10 o'clock.) SYDNEY, Oct. 22. Sir Gerald Strickland, opening the Country Press Conference, paid a tribute to the efforts of Mr Henniker Heaton in regard to a penny-a-word cable service, and said Australia would never be a great country till cheap communication was established as freely as speech. He hoped to see an Atlantic State-owned cable, which would cheapen cable rates. A resolution was adopted against signed newspaper articles. <box>535 807 661 952</box>
article-paragraph: (Received Last Night, 11 o'clock.) LISBON, October 22. Groups of armed men appeared at various centres at night time. Conflicts ensued, but the Government, being aware of the plot, were able to disperse the plotters and arrest the ringleaders, and restore order. The rebels destroyed two bridges. <box>425 653 525 767</box>
subhead: JUNIOR CHAMPIONSHIP. <box>175 1296 277 1306</box>
article-paragraph: AUCKLAND, Last Night. It is understood that Mr R. Semple addressed the Huntly strikers this afternoon as a private individual. Though he assured them that they had the support of the Federation of Labour, he advised them to settle the strike peaceably if possible. <box>978 588 1106 670</box>
headline-nz-produce: NEW ZEALAND PRODUCE. <box>535 1077 661 1110</box>
subhead: BROKER FAILS FOR £160,000. <box>537 173 659 183</box>
headline-police-blackmail: POLICE AND BLACKMAIL. <box>166 315 286 348</box>
credit-line: (By Telegraph—Press Association.) <box>294 1552 414 1562</box>
section-title-parliament: PARLIAMENT. <box>828 60 971 81</box>
headline-miners-entombed: MINERS ENTOMBED. <box>425 1322 525 1355</box>
headline-four-months: FOUR MONTHS. <box>671 138 817 157</box>
article-paragraph: CHRISTCHURCH, Last Night. The Native Land Court for the South Island was to have been opened at Kaiapoi to-day by Judge Gilfedder, but as the records had gone astray, he could not do so. The records are contained in two iron cases, and while they could not be of value to an ordinary thief, they are of the greatest value to the Court. They have gone missing between Wellington and Kaiapoi. <box>978 712 1106 837</box>
article-paragraph: Mrs W. Robinson, hcp. 25, 6 up. Mrs Harrison, hcp. 14, 2 up. Miss Perry, hcp. 20, 1 down. Miss V. Caselberg, hcp. 18, 1 down. <box>166 1468 286 1509</box>
